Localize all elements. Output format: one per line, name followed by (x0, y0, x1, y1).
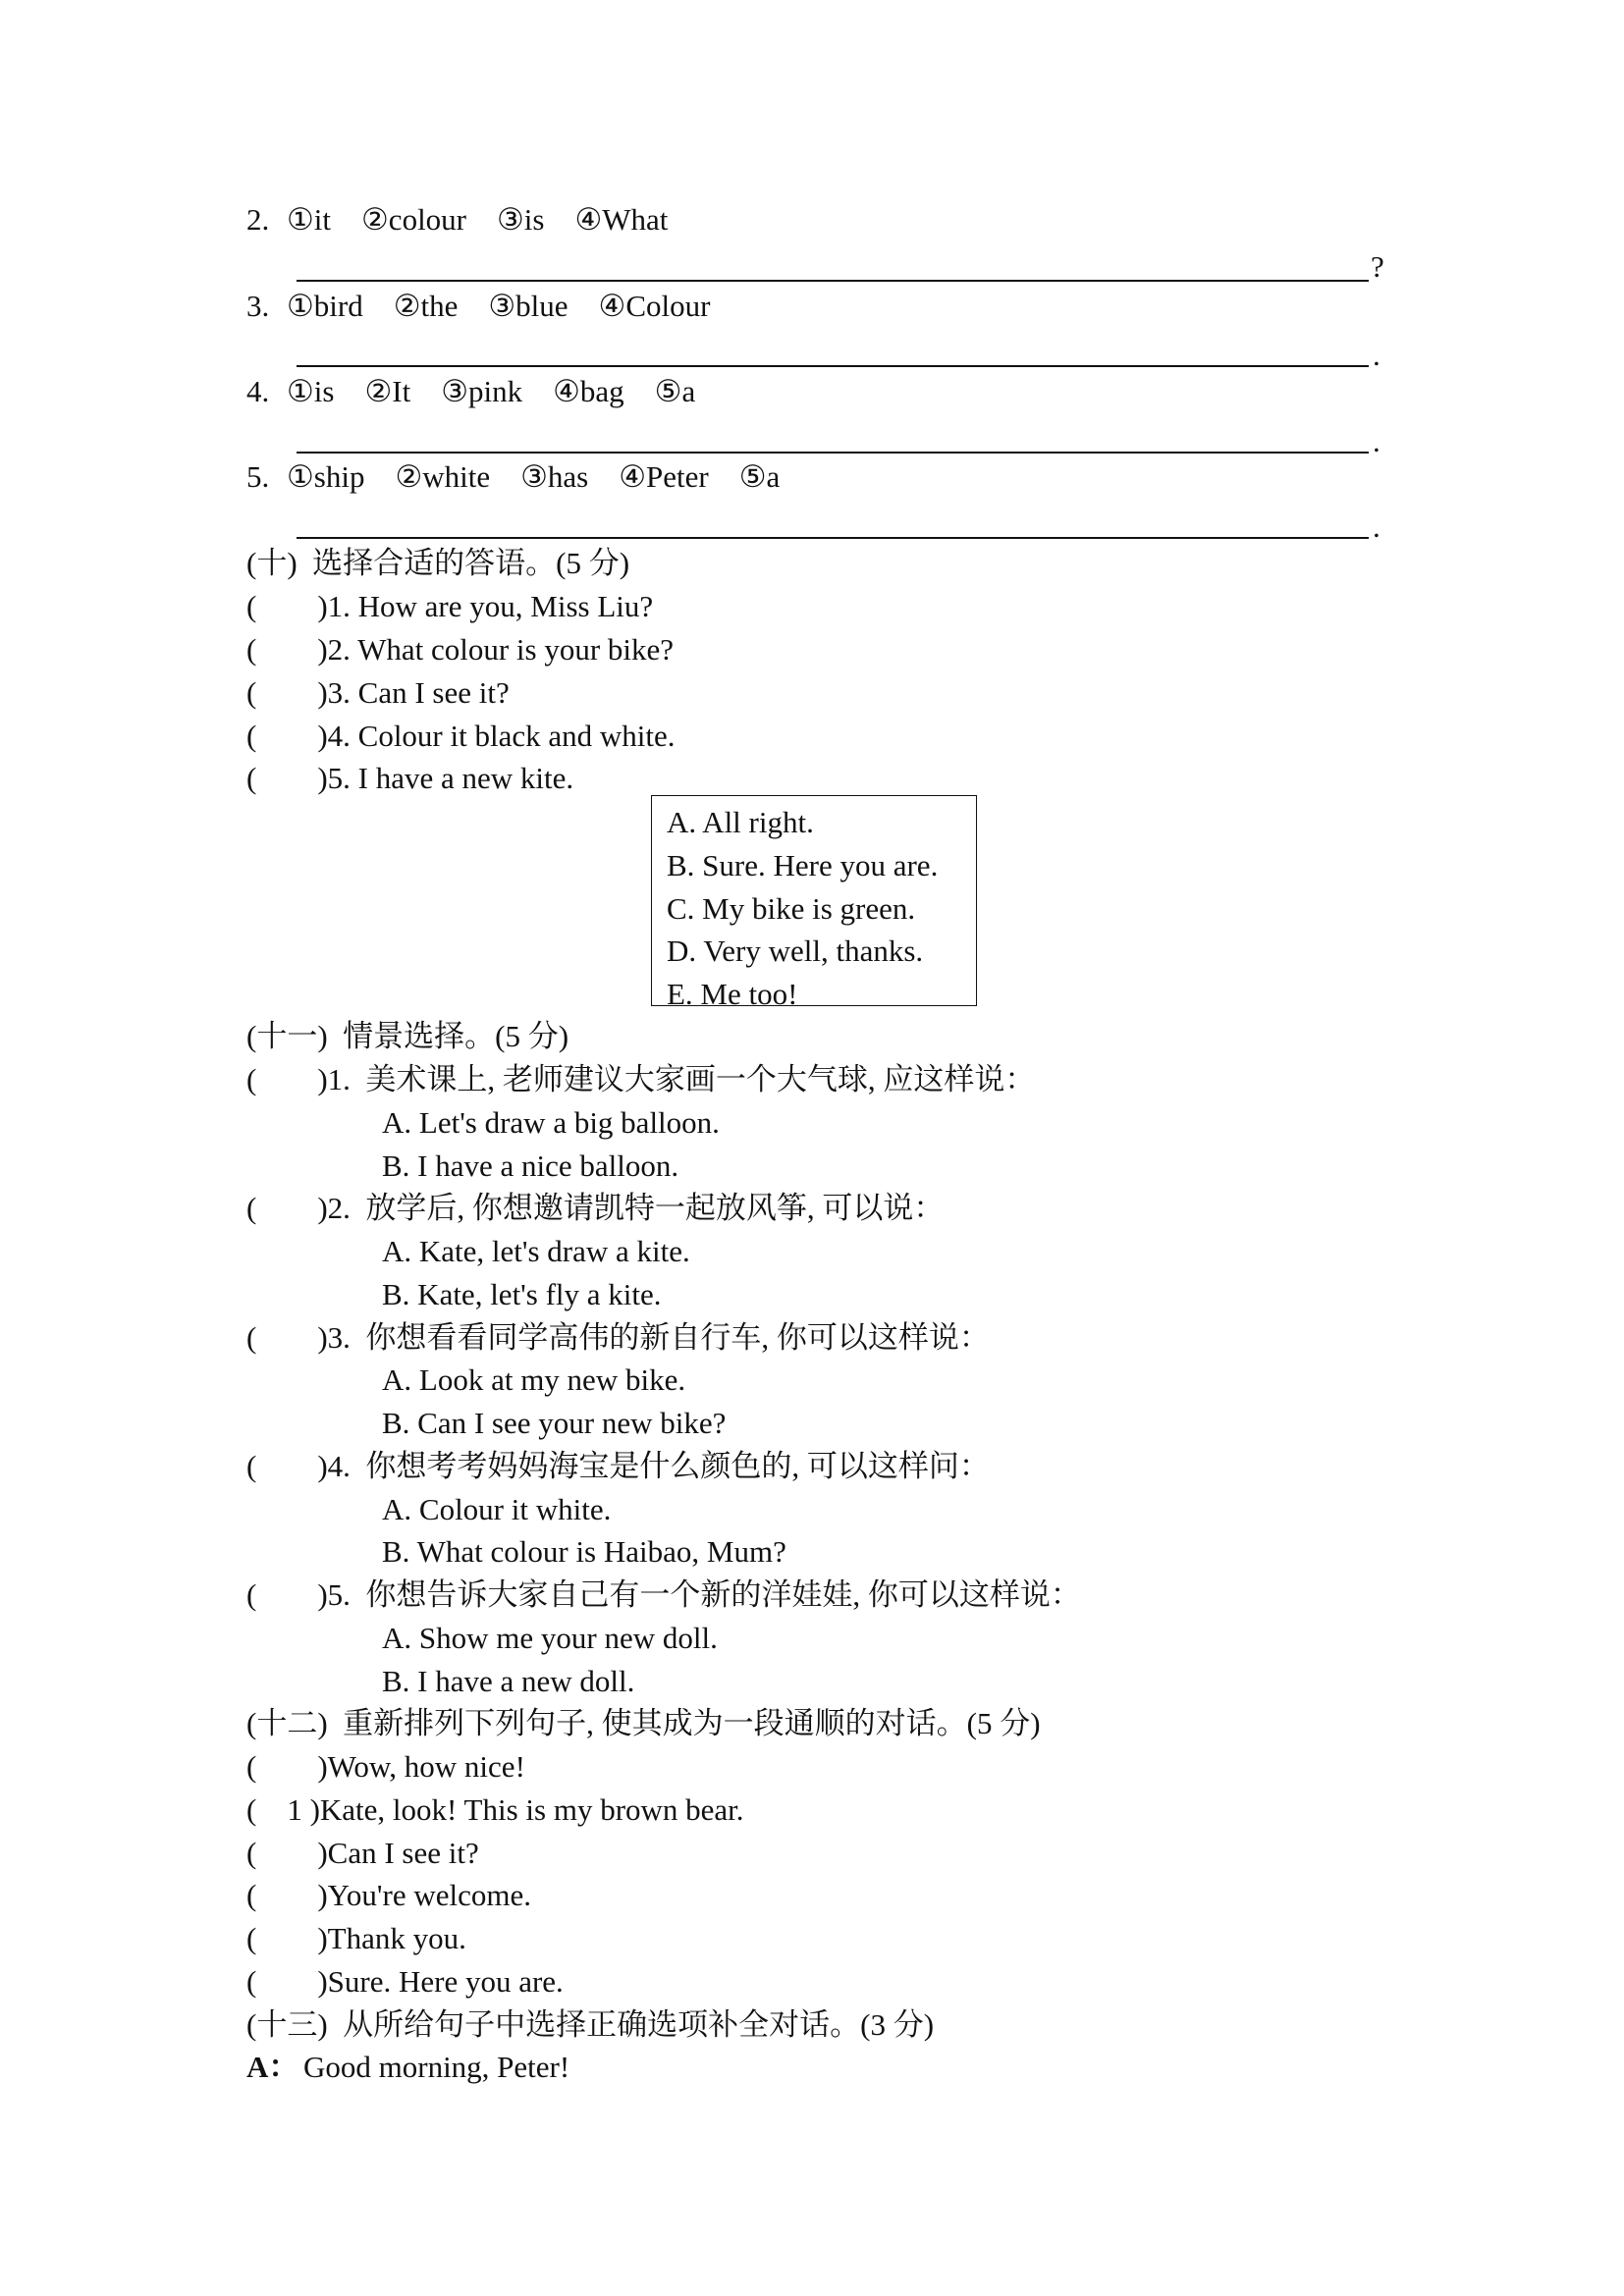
q9-item-5-words: ①ship ②white ③has ④Peter ⑤a (287, 459, 781, 494)
s10-question-2: ( )2. What colour is your bike? (246, 632, 675, 667)
s10-question-1: ( )1. How are you, Miss Liu? (246, 589, 654, 623)
s11-q2-option-a: A. Kate, let's draw a kite. (382, 1234, 690, 1268)
q9-item-5-end: . (1373, 509, 1380, 544)
s10-question-4: ( )4. Colour it black and white. (246, 719, 676, 753)
s11-q3-option-a: A. Look at my new bike. (382, 1362, 686, 1397)
q9-item-2-end: ? (1371, 249, 1384, 284)
s11-q1-option-a: A. Let's draw a big balloon. (382, 1105, 720, 1140)
s11-question-2: ( )2. 放学后, 你想邀请凯特一起放风筝, 可以说： (246, 1191, 945, 1225)
section-10-title: (十) 选择合适的答语。(5 分) (246, 546, 630, 580)
s11-q3-option-b: B. Can I see your new bike? (382, 1406, 727, 1440)
s11-question-4: ( )4. 你想考考妈妈海宝是什么颜色的, 可以这样问： (246, 1449, 990, 1483)
q9-item-5-answer-line[interactable] (297, 537, 1369, 539)
q9-item-4-answer-line[interactable] (297, 452, 1369, 454)
q9-item-2-words: ①it ②colour ③is ④What (287, 202, 669, 237)
section-12-title: (十二) 重新排列下列句子, 使其成为一段通顺的对话。(5 分) (246, 1706, 1041, 1740)
s11-q5-option-b: B. I have a new doll. (382, 1664, 635, 1698)
s10-option-a: A. All right. (667, 805, 814, 839)
s12-line-1: ( )Wow, how nice! (246, 1749, 525, 1784)
s12-line-4: ( )You're welcome. (246, 1878, 531, 1912)
q9-item-3-words: ①bird ②the ③blue ④Colour (287, 289, 711, 323)
q9-item-5-prefix: 5. (246, 459, 270, 494)
q9-item-4-prefix: 4. (246, 374, 270, 408)
s10-option-c: C. My bike is green. (667, 891, 916, 926)
s11-q2-option-b: B. Kate, let's fly a kite. (382, 1277, 662, 1311)
q9-item-3-prefix: 3. (246, 289, 270, 323)
s11-question-3: ( )3. 你想看看同学高伟的新自行车, 你可以这样说： (246, 1320, 990, 1355)
s10-option-b: B. Sure. Here you are. (667, 848, 939, 882)
s12-line-6: ( )Sure. Here you are. (246, 1964, 564, 1999)
s11-q4-option-b: B. What colour is Haibao, Mum? (382, 1534, 786, 1569)
s12-line-3: ( )Can I see it? (246, 1836, 479, 1870)
s10-option-d: D. Very well, thanks. (667, 934, 924, 968)
s12-line-5: ( )Thank you. (246, 1921, 466, 1955)
s11-q4-option-a: A. Colour it white. (382, 1492, 612, 1526)
q9-item-3-end: . (1373, 338, 1380, 372)
section-11-title: (十一) 情景选择。(5 分) (246, 1019, 569, 1053)
q9-item-3-answer-line[interactable] (297, 365, 1369, 367)
s10-question-3: ( )3. Can I see it? (246, 675, 510, 710)
q9-item-4-end: . (1373, 424, 1380, 458)
section-13-title: (十三) 从所给句子中选择正确选项补全对话。(3 分) (246, 2007, 935, 2042)
q9-item-2-prefix: 2. (246, 202, 270, 237)
q9-item-2-answer-line[interactable] (297, 280, 1369, 282)
q9-item-4-words: ①is ②It ③pink ④bag ⑤a (287, 374, 696, 408)
s12-line-2: ( 1 )Kate, look! This is my brown bear. (246, 1792, 744, 1827)
s11-q1-option-b: B. I have a nice balloon. (382, 1148, 679, 1183)
s11-question-5: ( )5. 你想告诉大家自己有一个新的洋娃娃, 你可以这样说： (246, 1577, 1081, 1612)
s13-dialogue-line: Good morning, Peter! (303, 2050, 570, 2084)
s10-option-e: E. Me too! (667, 977, 798, 1011)
s13-speaker-a: A： (246, 2050, 299, 2084)
s10-question-5: ( )5. I have a new kite. (246, 761, 574, 795)
s11-question-1: ( )1. 美术课上, 老师建议大家画一个大气球, 应这样说： (246, 1062, 1036, 1096)
s11-q5-option-a: A. Show me your new doll. (382, 1621, 718, 1655)
